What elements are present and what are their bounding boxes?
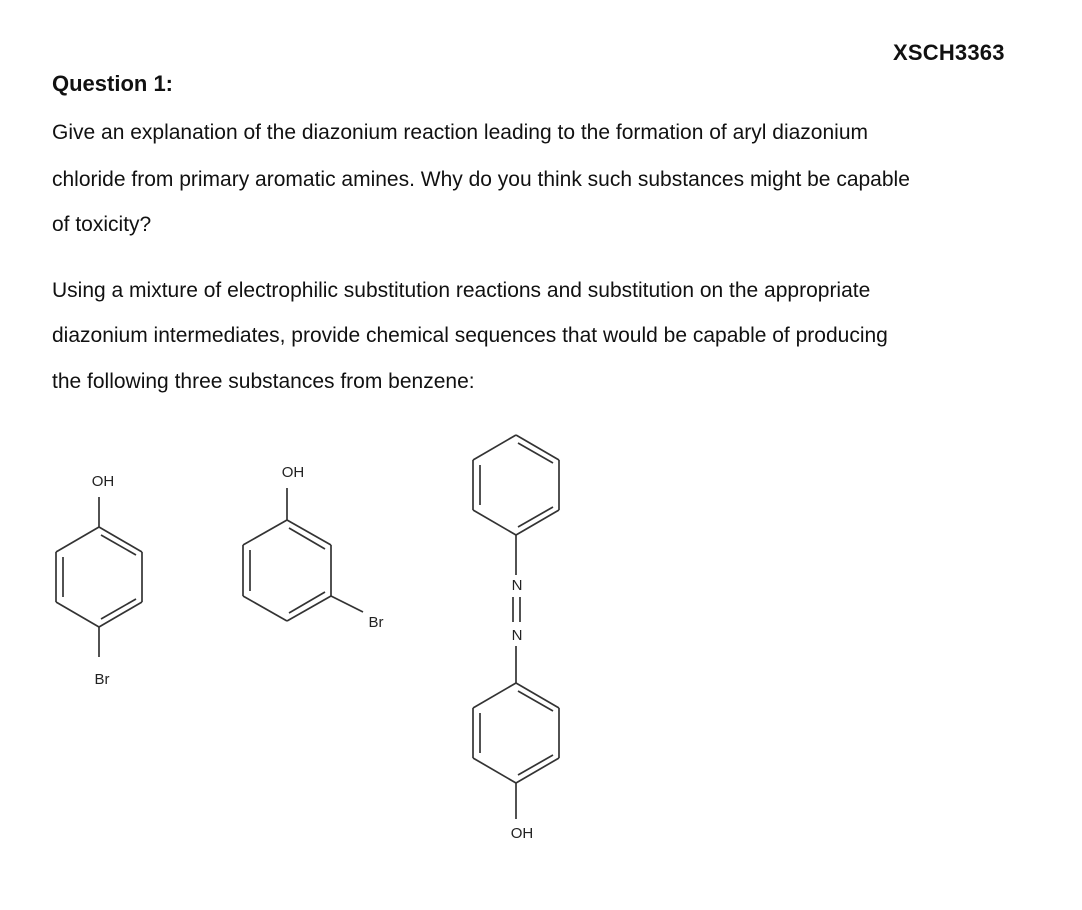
meta-bromophenol-structure (243, 464, 384, 631)
paragraph2-line-3: the following three substances from benzene: (52, 370, 475, 393)
paragraph1-line-1: Give an explanation of the diazonium reaction leading to the formation of aryl diazonium (52, 121, 868, 144)
para-bromophenol-structure (56, 473, 142, 688)
ring-bond (473, 435, 516, 460)
ring-bond (473, 510, 516, 535)
ring-bond (516, 683, 559, 708)
bond-br (331, 596, 363, 612)
ring-bond (473, 758, 516, 783)
ring-bond (243, 520, 287, 545)
azo-n-bottom-label: N (511, 627, 523, 644)
ring-bond (516, 435, 559, 460)
question-title: Question 1: (52, 71, 174, 96)
ring-bond (99, 527, 142, 552)
azo-oh-label: OH (510, 825, 534, 842)
ring-bond (287, 596, 331, 621)
meta-bromophenol-oh-label: OH (281, 464, 305, 481)
para-bromophenol-oh-label: OH (91, 473, 115, 490)
ring-bond (243, 596, 287, 621)
paragraph1-line-2: chloride from primary aromatic amines. Why do you think such substances might be capable (52, 168, 910, 191)
ring-bond (473, 683, 516, 708)
meta-bromophenol-br-label: Br (368, 614, 384, 631)
azo-n-top-label: N (511, 577, 523, 594)
azo-compound-structure (473, 435, 559, 842)
paragraph1-line-3: of toxicity? (52, 213, 152, 236)
paragraph2-line-2: diazonium intermediates, provide chemical sequences that would be capable of producing (52, 324, 888, 347)
para-bromophenol-br-label: Br (94, 671, 110, 688)
course-code: XSCH3363 (893, 40, 1005, 65)
paragraph2-line-1: Using a mixture of electrophilic substitution reactions and substitution on the appropriate (52, 279, 871, 302)
ring-bond (56, 602, 99, 627)
ring-bond (287, 520, 331, 545)
ring-bond (56, 527, 99, 552)
ring-bond (516, 758, 559, 783)
ring-bond (99, 602, 142, 627)
ring-bond (516, 510, 559, 535)
